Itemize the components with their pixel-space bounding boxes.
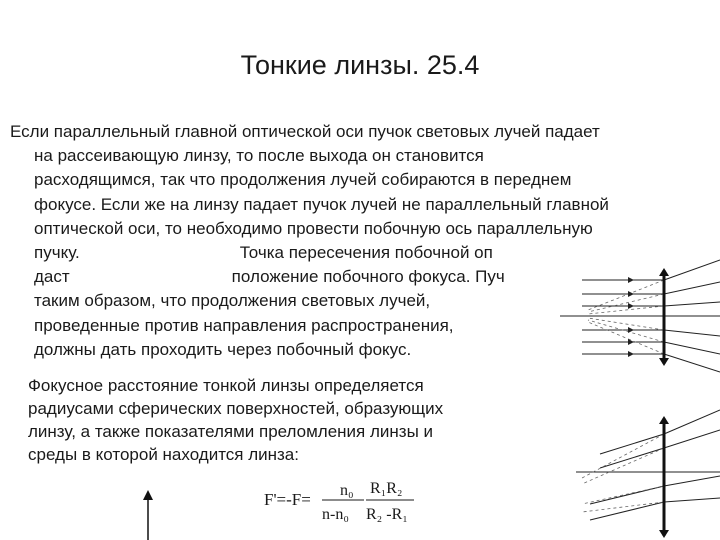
text-fragment: даст <box>34 267 70 287</box>
formula-lhs: F'=-F= <box>264 490 311 509</box>
formula-frac2-denominator: R₂ -R₁ <box>366 506 408 523</box>
text-line: радиусами сферических поверхностей, образующих <box>28 399 444 418</box>
text-line: фокусе. Если же на линзу падает пучок лучей не параллельный главной <box>34 194 609 214</box>
formula-frac2-numerator: R₁R₂ <box>370 480 403 497</box>
focal-length-formula <box>262 473 432 533</box>
text-line: на рассеивающую линзу, то после выхода он становится <box>34 146 484 166</box>
slide-title: Тонкие линзы. 25.4 <box>240 50 480 80</box>
text-line: линзу, а также показателями преломления линзы и <box>28 422 434 441</box>
text-fragment: положение побочного фокуса. Пуч <box>231 267 505 287</box>
text-line: оптической оси, то необходимо провести побочную ось параллельную <box>34 218 593 238</box>
text-line: проведенные против направления распространения, <box>34 315 454 335</box>
focal-length-paragraph <box>28 374 528 466</box>
text-line: расходящимся, так что продолжения лучей собираются в переднем <box>34 170 572 190</box>
text-line: среды в которой находится линза: <box>28 445 299 464</box>
oblique-beam-lens-diagram <box>560 408 720 540</box>
text-line: должны дать проходить через побочный фокус. <box>34 339 412 359</box>
diverging-lens-diagram <box>558 248 720 378</box>
text-line: таким образом, что продолжения световых лучей, <box>34 291 431 311</box>
arrow-up-icon <box>140 490 156 540</box>
text-line: Фокусное расстояние тонкой линзы определяется <box>28 376 424 395</box>
text-fragment: Точка пересечения побочной оп <box>239 242 493 262</box>
text-fragment: пучку. <box>34 242 80 262</box>
formula-frac1-denominator: n-n₀ <box>322 506 349 523</box>
text-line: Если параллельный главной оптической оси пучок световых лучей падает <box>10 122 600 141</box>
formula-frac1-numerator: n₀ <box>340 482 354 499</box>
